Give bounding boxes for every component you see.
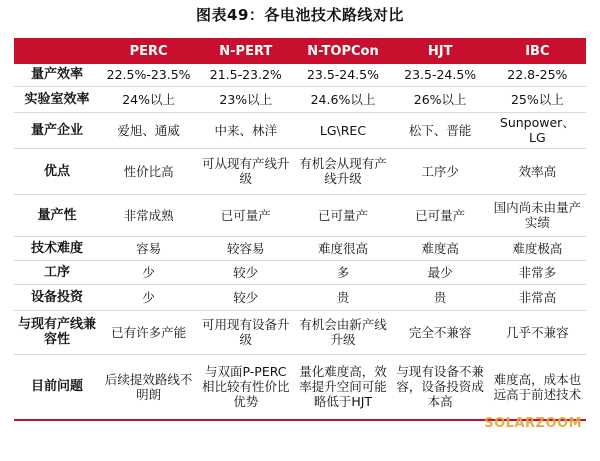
table-cell: 22.5%-23.5% — [100, 64, 197, 86]
table-row — [14, 284, 586, 310]
table-cell: 已可量产 — [392, 194, 489, 236]
table-cell: 难度高，成本也远高于前述技术 — [489, 354, 586, 420]
table-cell: 几乎不兼容 — [489, 310, 586, 354]
header-corner — [14, 38, 100, 64]
row-label: 量产企业 — [14, 112, 100, 148]
table-row — [14, 260, 586, 284]
table-row — [14, 354, 586, 420]
table-cell: 非常高 — [489, 284, 586, 310]
table-row — [14, 112, 586, 148]
table-cell: 性价比高 — [100, 148, 197, 194]
comparison-table — [14, 38, 586, 421]
table-cell: 难度很高 — [294, 236, 391, 260]
table-cell: 量化难度高，效率提升空间可能略低于HJT — [294, 354, 391, 420]
table-cell: 多 — [294, 260, 391, 284]
column-header: IBC — [489, 38, 586, 64]
row-label: 技术难度 — [14, 236, 100, 260]
table-cell: 难度极高 — [489, 236, 586, 260]
table-cell: 可从现有产线升级 — [197, 148, 294, 194]
table-cell: 可用现有设备升级 — [197, 310, 294, 354]
table-row — [14, 310, 586, 354]
table-cell: 有机会由新产线升级 — [294, 310, 391, 354]
table-cell: 效率高 — [489, 148, 586, 194]
table-cell: 非常成熟 — [100, 194, 197, 236]
row-label: 量产性 — [14, 194, 100, 236]
table-cell: 国内尚未由量产实绩 — [489, 194, 586, 236]
table-cell: 23.5-24.5% — [392, 64, 489, 86]
row-label: 量产效率 — [14, 64, 100, 86]
table-cell: LG\REC — [294, 112, 391, 148]
table-cell: 贵 — [392, 284, 489, 310]
figure-title: 图表49：各电池技术路线对比 — [196, 6, 404, 24]
column-header: PERC — [100, 38, 197, 64]
table-cell: 工序少 — [392, 148, 489, 194]
table-cell: 与双面P-PERC相比较有性价比优势 — [197, 354, 294, 420]
table-cell: 少 — [100, 284, 197, 310]
table-cell: 23%以上 — [197, 86, 294, 112]
table-cell: 较少 — [197, 260, 294, 284]
table-cell: 爱旭、通威 — [100, 112, 197, 148]
table-cell: 有机会从现有产线升级 — [294, 148, 391, 194]
table-cell: 较容易 — [197, 236, 294, 260]
table-row — [14, 194, 586, 236]
header-row — [14, 38, 586, 64]
table-cell: 与现有设备不兼容，设备投资成本高 — [392, 354, 489, 420]
table-cell: 24.6%以上 — [294, 86, 391, 112]
table-row — [14, 64, 586, 86]
table-cell: 贵 — [294, 284, 391, 310]
table-cell: 少 — [100, 260, 197, 284]
table-cell: 25%以上 — [489, 86, 586, 112]
table-cell: 完全不兼容 — [392, 310, 489, 354]
table-row — [14, 86, 586, 112]
table-cell: 难度高 — [392, 236, 489, 260]
table-cell: 较少 — [197, 284, 294, 310]
table-cell: 后续提效路线不明朗 — [100, 354, 197, 420]
row-label: 设备投资 — [14, 284, 100, 310]
column-header: HJT — [392, 38, 489, 64]
table-cell: 已可量产 — [294, 194, 391, 236]
row-label: 工序 — [14, 260, 100, 284]
row-label: 目前问题 — [14, 354, 100, 420]
table-cell: 26%以上 — [392, 86, 489, 112]
table-cell: 已有许多产能 — [100, 310, 197, 354]
row-label: 实验室效率 — [14, 86, 100, 112]
table-cell: 已可量产 — [197, 194, 294, 236]
watermark-logo: SOLARZOOM — [484, 416, 582, 431]
table-cell: 21.5-23.2% — [197, 64, 294, 86]
table-cell: 24%以上 — [100, 86, 197, 112]
column-header: N-TOPCon — [294, 38, 391, 64]
table-cell: 22.8-25% — [489, 64, 586, 86]
table-row — [14, 148, 586, 194]
column-header: N-PERT — [197, 38, 294, 64]
row-label: 与现有产线兼容性 — [14, 310, 100, 354]
table-cell: 非常多 — [489, 260, 586, 284]
table-cell: 中来、林洋 — [197, 112, 294, 148]
table-cell: 容易 — [100, 236, 197, 260]
row-label: 优点 — [14, 148, 100, 194]
table-cell: Sunpower、LG — [489, 112, 586, 148]
table-cell: 23.5-24.5% — [294, 64, 391, 86]
table-cell: 松下、晋能 — [392, 112, 489, 148]
table-row — [14, 236, 586, 260]
table-cell: 最少 — [392, 260, 489, 284]
